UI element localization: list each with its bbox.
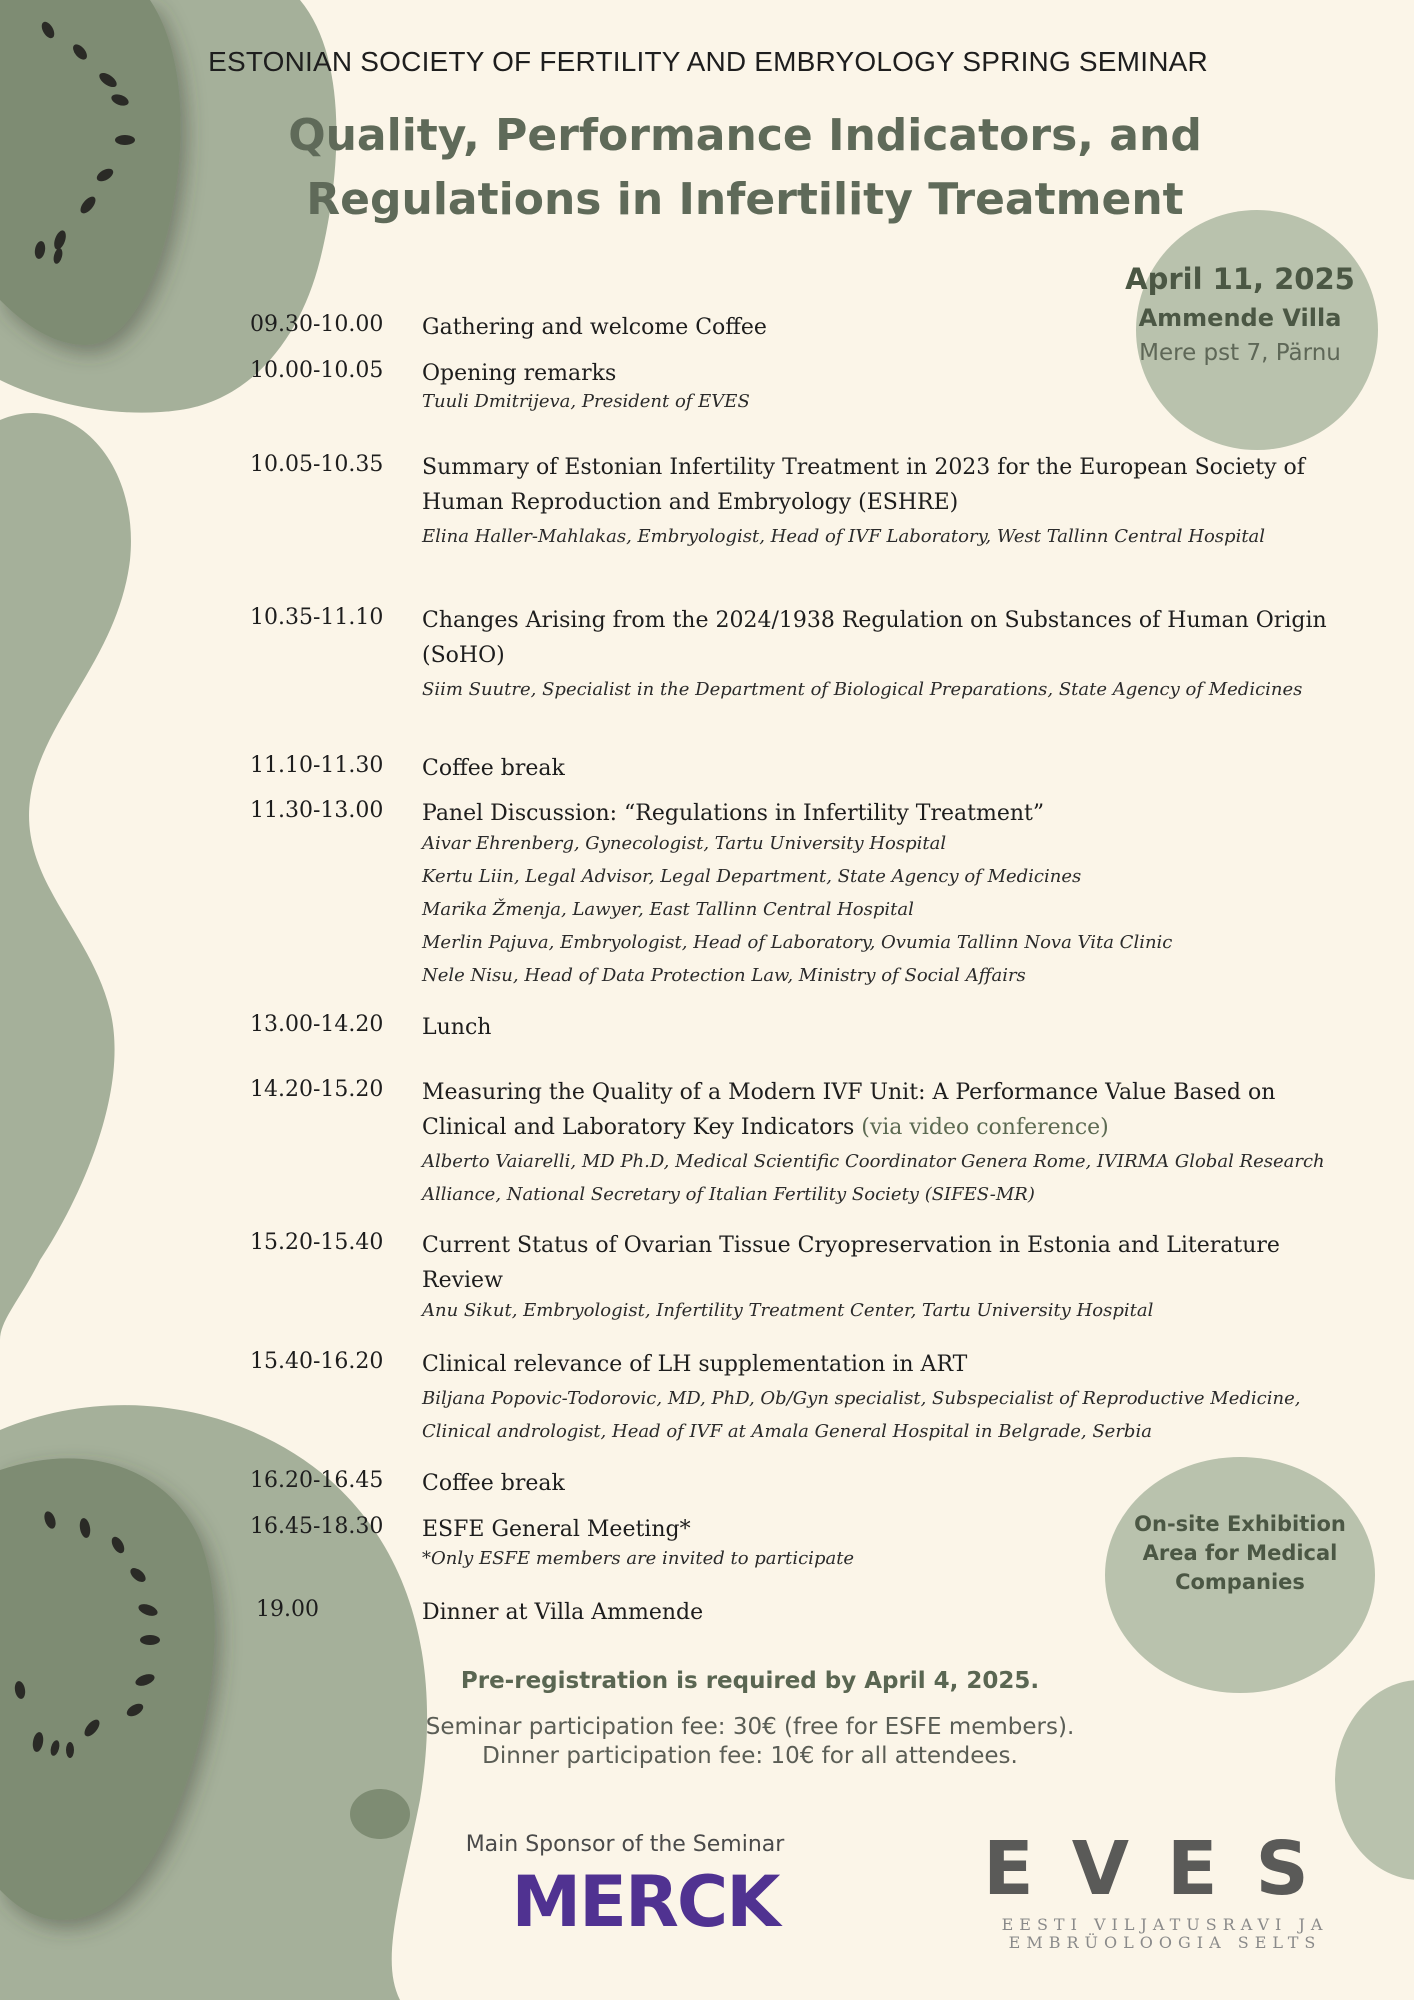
event-venue: Ammende Villa	[1138, 304, 1342, 332]
exhibition-note: On-site Exhibition Area for Medical Companies	[1134, 1512, 1346, 1594]
merck-logo-text: Merck	[511, 1868, 779, 1938]
event-date: April 11, 2025	[1125, 262, 1355, 296]
session-title	[422, 1075, 1362, 1145]
schedule-time: 09.30-10.00	[250, 312, 384, 337]
seminar-fee: Seminar participation fee: 30€ (free for ESFE members).	[425, 1714, 1075, 1740]
speaker-note: *Only ESFE members are invited to participate	[422, 1548, 855, 1569]
speaker: Merlin Pajuva, Embryologist, Head of Laboratory, Ovumia Tallinn Nova Vita Clinic	[422, 932, 1173, 953]
session-title: Coffee break	[422, 1471, 565, 1496]
session-title: Lunch	[422, 1015, 492, 1040]
title-line-1: Quality, Performance Indicators, and	[288, 110, 1202, 161]
schedule-time: 10.35-11.10	[250, 605, 384, 630]
session-title: Gathering and welcome Coffee	[422, 315, 767, 340]
speaker: Alberto Vaiarelli, MD Ph.D, Medical Scientific Coordinator Genera Rome, IVIRMA Global Research Alliance, National Secretary of Italian Fertility Society (SIFES-MR)	[422, 1151, 1325, 1205]
schedule-time: 15.40-16.20	[250, 1349, 384, 1374]
speaker: Biljana Popovic-Todorovic, MD, PhD, Ob/Gyn specialist, Subspecialist of Reproductive Medicine, Clinical andrologist, Head of IVF at Amala General Hospital in Belgrade, Serbia	[422, 1388, 1301, 1442]
session-note: (via video conference)	[861, 1115, 1109, 1140]
schedule-time: 19.00	[256, 1597, 319, 1622]
eves-subtitle-line-2: EMBRÜOLOOGIA SELTS	[1008, 1933, 1322, 1952]
schedule-time: 16.45-18.30	[250, 1514, 384, 1539]
schedule-time: 16.20-16.45	[250, 1468, 384, 1493]
schedule-time: 13.00-14.20	[250, 1012, 384, 1037]
eves-logo	[975, 1830, 1355, 1900]
page-title	[190, 104, 1300, 232]
speaker: Tuuli Dmitrijeva, President of EVES	[422, 391, 750, 412]
session-title: Current Status of Ovarian Tissue Cryopreservation in Estonia and Literature Review	[422, 1233, 1280, 1293]
session-title: Summary of Estonian Infertility Treatment in 2023 for the European Society of Human Reproduction and Embryology (ESHRE)	[422, 455, 1305, 515]
session-title: Dinner at Villa Ammende	[422, 1600, 704, 1625]
sponsor-label: Main Sponsor of the Seminar	[465, 1832, 785, 1857]
schedule-time: 11.10-11.30	[250, 753, 384, 778]
schedule-time: 15.20-15.40	[250, 1230, 384, 1255]
speaker: Elina Haller-Mahlakas, Embryologist, Head of IVF Laboratory, West Tallinn Central Hospital	[422, 526, 1266, 547]
session-title: Changes Arising from the 2024/1938 Regulation on Substances of Human Origin (SoHO)	[422, 608, 1327, 668]
title-line-2: Regulations in Infertility Treatment	[306, 174, 1184, 225]
speaker: Aivar Ehrenberg, Gynecologist, Tartu University Hospital	[422, 833, 947, 854]
session-title: Clinical relevance of LH supplementation in ART	[422, 1352, 968, 1377]
schedule-time: 14.20-15.20	[250, 1077, 384, 1102]
left-wave-blob	[0, 413, 131, 1340]
eves-subtitle	[960, 1916, 1370, 1952]
speaker: Kertu Liin, Legal Advisor, Legal Department, State Agency of Medicines	[422, 866, 1082, 887]
session-title: Coffee break	[422, 756, 565, 781]
session-title: Opening remarks	[422, 361, 617, 386]
speaker: Marika Žmenja, Lawyer, East Tallinn Central Hospital	[422, 899, 914, 920]
registration-deadline: Pre-registration is required by April 4, 2025.	[460, 1668, 1040, 1694]
eves-logo-text: EVES	[983, 1830, 1347, 1900]
event-address: Mere pst 7, Pärnu	[1139, 340, 1341, 366]
schedule-time: 10.00-10.05	[250, 358, 384, 383]
session-title: ESFE General Meeting*	[422, 1517, 691, 1542]
schedule-time: 10.05-10.35	[250, 452, 384, 477]
speaker: Anu Sikut, Embryologist, Infertility Treatment Center, Tartu University Hospital	[422, 1300, 1154, 1321]
session-title-text: Measuring the Quality of a Modern IVF Unit: A Performance Value Based on Clinical and Laboratory Key Indicators	[422, 1080, 1276, 1140]
seminar-kicker: ESTONIAN SOCIETY OF FERTILITY AND EMBRYOLOGY SPRING SEMINAR	[208, 46, 1208, 77]
schedule-time: 11.30-13.00	[250, 798, 384, 823]
speaker: Siim Suutre, Specialist in the Department of Biological Preparations, State Agency of Medicines	[422, 679, 1303, 700]
merck-logo	[470, 1868, 820, 1938]
small-dot	[350, 1789, 410, 1839]
session-title: Panel Discussion: “Regulations in Infertility Treatment”	[422, 801, 1045, 826]
eves-subtitle-line-1: EESTI VILJATUSRAVI JA	[1001, 1915, 1329, 1934]
speaker: Nele Nisu, Head of Data Protection Law, Ministry of Social Affairs	[422, 965, 1026, 986]
dinner-fee: Dinner participation fee: 10€ for all attendees.	[482, 1743, 1018, 1769]
